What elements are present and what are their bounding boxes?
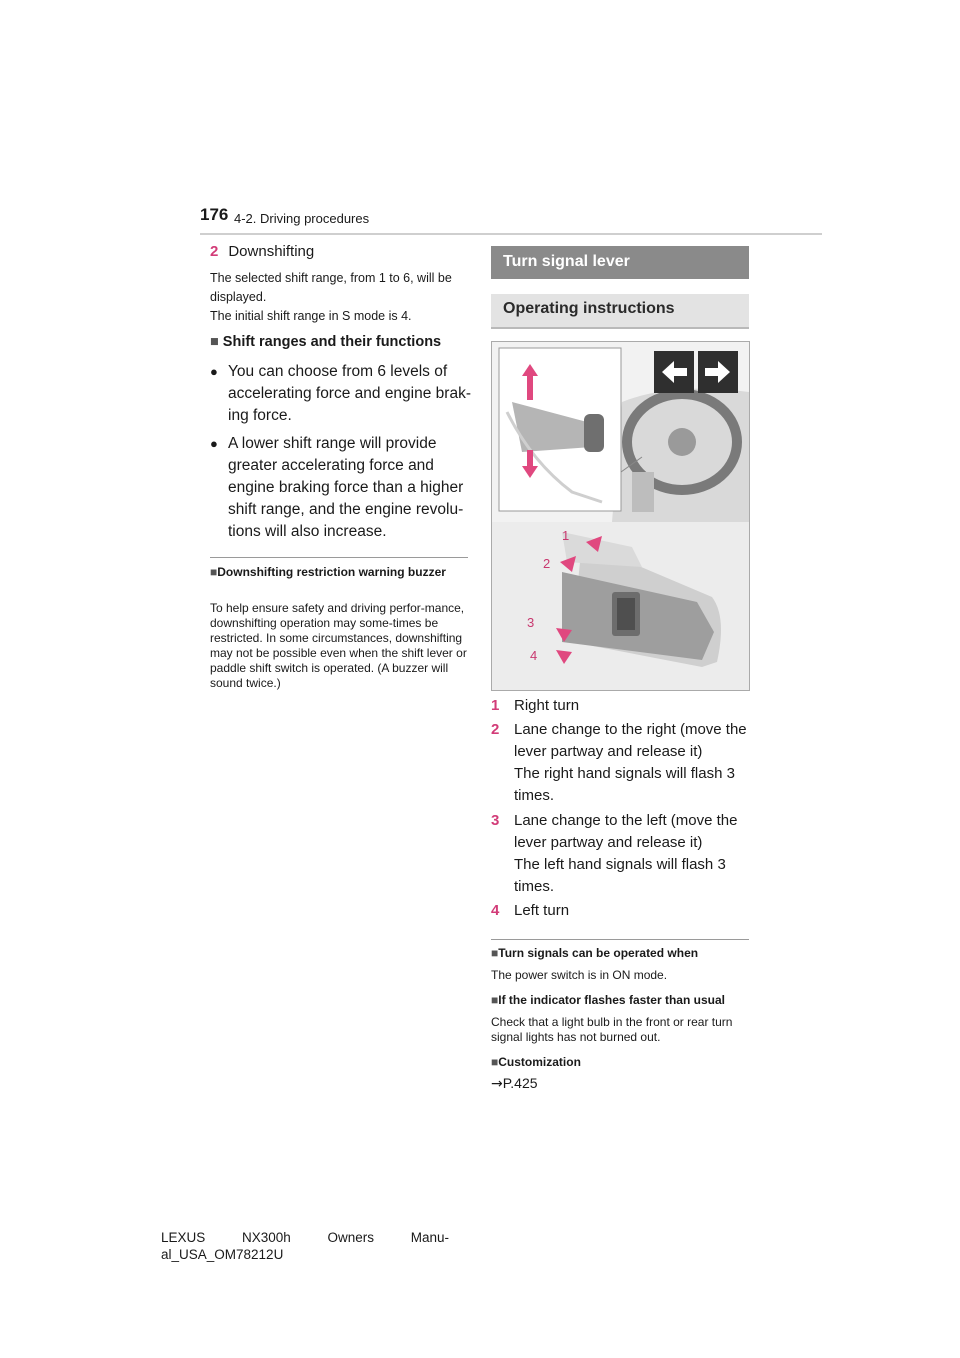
- step-2: [210, 243, 472, 260]
- bullet-text: A lower shift range will provide greater accelerating force and engine braking force than a higher shift range, and the engine revolu-tions will also increase.: [228, 435, 464, 540]
- callout-2: 2: [543, 556, 551, 571]
- arrow-right-icon: →: [491, 1076, 503, 1092]
- section-banner-title: Turn signal lever: [503, 253, 630, 270]
- section-banner: [491, 246, 749, 279]
- list-item: [491, 695, 749, 717]
- item-text: Lane change to the right (move the lever partway and release it): [514, 721, 747, 760]
- note-divider: [491, 939, 749, 940]
- turn-signal-figure: [492, 342, 749, 690]
- footer-line-1: LEXUS NX300h Owners Manu-: [161, 1230, 449, 1245]
- note-square-icon: ■: [491, 993, 499, 1007]
- step-label: Downshifting: [228, 243, 315, 260]
- bullet-icon: ●: [210, 436, 218, 451]
- list-item: [491, 900, 749, 922]
- heading-text: Shift ranges and their functions: [222, 334, 442, 350]
- callout-1: 1: [562, 528, 570, 543]
- note-title-text: Downshifting restriction warning buzzer: [217, 565, 446, 579]
- item-number: 4: [491, 902, 500, 919]
- step-2-desc-line-1: The selected shift range, from 1 to 6, will be displayed.: [210, 271, 452, 304]
- item-text: Right turn: [514, 697, 580, 714]
- list-item: [491, 719, 749, 807]
- bullet-text: You can choose from 6 levels of accelerating force and engine brak-ing force.: [228, 363, 471, 424]
- note-title-text: Customization: [498, 1055, 581, 1069]
- note-title-text: If the indicator flashes faster than usual: [498, 993, 725, 1007]
- item-text: Left turn: [514, 902, 570, 919]
- subsection-banner-title: Operating instructions: [503, 300, 675, 317]
- item-text: Lane change to the left (move the lever partway and release it): [514, 812, 738, 851]
- note-divider: [210, 557, 468, 558]
- note-title: [491, 993, 749, 1008]
- subsection-banner: [491, 294, 749, 329]
- footer-line-2: al_USA_OM78212U: [161, 1247, 284, 1262]
- turn-signal-illustration: [491, 341, 750, 691]
- bullet-item: [210, 361, 472, 427]
- page-reference-link[interactable]: P.425: [502, 1075, 538, 1091]
- note-body: The power switch is in ON mode.: [491, 968, 668, 982]
- callout-3: 3: [527, 615, 535, 630]
- bullet-item: [210, 433, 472, 543]
- item-number: 2: [491, 721, 500, 738]
- heading-square-icon: ■: [210, 334, 219, 350]
- item-number: 1: [491, 697, 500, 714]
- callout-4: 4: [530, 648, 538, 663]
- note-square-icon: ■: [210, 565, 218, 579]
- customization-reference[interactable]: [491, 1075, 749, 1092]
- list-item: [491, 810, 749, 898]
- note-title: [491, 1055, 749, 1070]
- footer: [161, 1229, 449, 1263]
- note-body: Check that a light bulb in the front or rear turn signal lights has not burned out.: [491, 1015, 733, 1044]
- item-number: 3: [491, 812, 500, 829]
- note-title: [491, 946, 749, 961]
- page-number: 176: [200, 205, 229, 224]
- section-title: 4-2. Driving procedures: [234, 211, 370, 226]
- bullet-icon: ●: [210, 364, 218, 379]
- note-body: To help ensure safety and driving perfor-mance, downshifting operation may some-times be restricted. In some circumstances, downshifting may not be possible even when the shift lever or paddle shift switch is operated. (A buzzer will sound twice.): [210, 601, 467, 690]
- step-2-description: [210, 269, 472, 326]
- subsection-heading: [210, 334, 472, 350]
- note-title: [210, 565, 450, 580]
- header-divider: [200, 233, 822, 235]
- note-square-icon: ■: [491, 1055, 499, 1069]
- item-subtext: The right hand signals will flash 3 times.: [514, 765, 735, 804]
- step-number: 2: [210, 243, 219, 260]
- step-2-desc-line-2: The initial shift range in S mode is 4.: [210, 309, 412, 323]
- note-square-icon: ■: [491, 946, 499, 960]
- note-title-text: Turn signals can be operated when: [498, 946, 699, 960]
- item-subtext: The left hand signals will flash 3 times.: [514, 856, 726, 895]
